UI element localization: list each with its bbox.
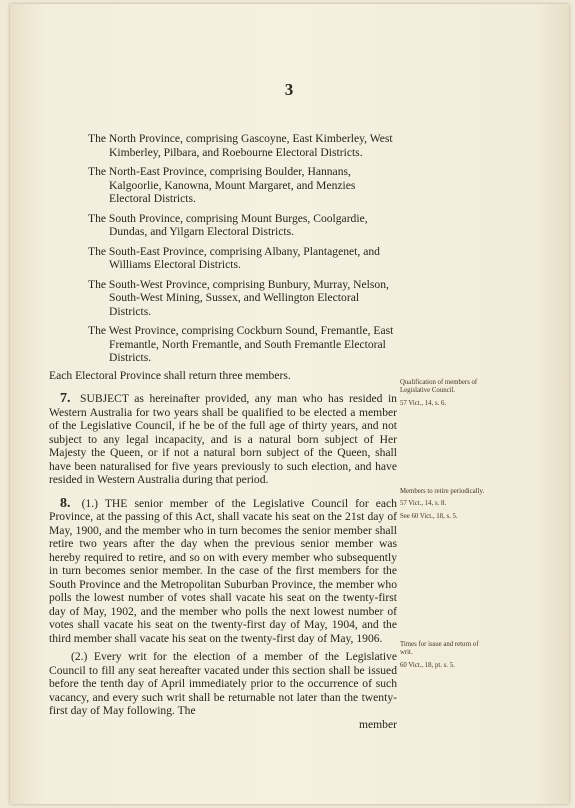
- catchword: member: [359, 717, 397, 731]
- margin-note-ref: 57 Vict., 14, s. 6.: [400, 399, 447, 407]
- margin-note-ref: 57 Vict., 14, s. 8.: [400, 500, 447, 508]
- body-text: [49, 132, 397, 731]
- margin-note-section-8-retire: [400, 488, 490, 521]
- province-return-clause: Each Electoral Province shall return three members.: [49, 368, 291, 382]
- margin-note-ref: See 60 Vict., 18, s. 5.: [400, 512, 458, 520]
- section-8-number: 8.: [60, 495, 71, 511]
- document-page: [10, 4, 569, 804]
- province-north: The North Province, comprising Gascoyne, East Kimberley, West Kimberley, Pilbara, and Roebourne Electoral Districts.: [88, 132, 393, 159]
- margin-note-section-7: [400, 379, 490, 408]
- province-south-east: The South-East Province, comprising Albany, Plantagenet, and Williams Electoral Districts.: [88, 244, 380, 271]
- province-south-west: The South-West Province, comprising Bunbury, Murray, Nelson, South-West Mining, Sussex, and Wellington Electoral Districts.: [88, 277, 389, 318]
- margin-note-title: Members to retire periodically.: [400, 488, 485, 495]
- province-north-east: The North-East Province, comprising Boulder, Hannans, Kalgoorlie, Kanowna, Mount Margaret, and Menzies Electoral Districts.: [88, 165, 356, 205]
- province-south: The South Province, comprising Mount Burges, Coolgardie, Dundas, and Yilgarn Electoral Districts.: [88, 211, 368, 238]
- section-8-sub-1-label: (1.): [81, 496, 98, 510]
- section-8-sub-1: [49, 497, 397, 646]
- section-7: [49, 392, 397, 487]
- section-8-sub-1-text: THE senior member of the Legislative Council for each Province, at the passing of this Act, shall vacate his seat on the 21st day of May, 1900, and the member who in turn becomes the senior member shall retire two years after the day when the previous senior member was hereby required to retire, and so on with every member who subsequently in turn becomes senior member. In the case of the first members for the South Province and the Metropolitan Suburban Province, the member who polls the lowest number of votes shall vacate his seat on the twenty-first day of May, 1902, and the member who polls the next lowest number of votes shall vacate his seat on the twenty-first day of May, 1904, and the third member shall vacate his seat on the twenty-first day of May, 1906.: [49, 496, 397, 645]
- section-8-sub-2: [49, 650, 397, 718]
- section-7-text: SUBJECT as hereinafter provided, any man who has resided in Western Australia for two years shall be qualified to be elected a member of the Legislative Council, if he be of the full age of thirty years, and not subject to any legal incapacity, and is a natural born subject of Her Majesty the Queen, or if not a natural born subject of the Queen, shall have been naturalised for five years previously to such election, and have resided in Western Australia during that period.: [49, 392, 397, 486]
- province-west: The West Province, comprising Cockburn Sound, Fremantle, East Fremantle, North Fremantle, and South Fremantle Electoral Districts.: [88, 324, 394, 364]
- margin-note-title: Times for issue and return of writ.: [400, 641, 479, 657]
- margin-note-section-8-writ: [400, 641, 490, 670]
- section-7-number: 7.: [60, 391, 71, 406]
- margin-note-title: Qualification of members of Legislative Council.: [400, 379, 478, 395]
- margin-note-ref: 60 Vict., 18, pt. s. 5.: [400, 661, 455, 669]
- page-number: 3: [284, 80, 295, 99]
- section-8-sub-2-text: Every writ for the election of a member of the Legislative Council to fill any seat hereafter vacated under this section shall be issued before the tenth day of April immediately prior to the occurrence of such vacancy, and every such writ shall be returnable not later than the twenty-first day of May following. The: [49, 650, 397, 717]
- section-8-sub-2-label: (2.): [71, 650, 88, 663]
